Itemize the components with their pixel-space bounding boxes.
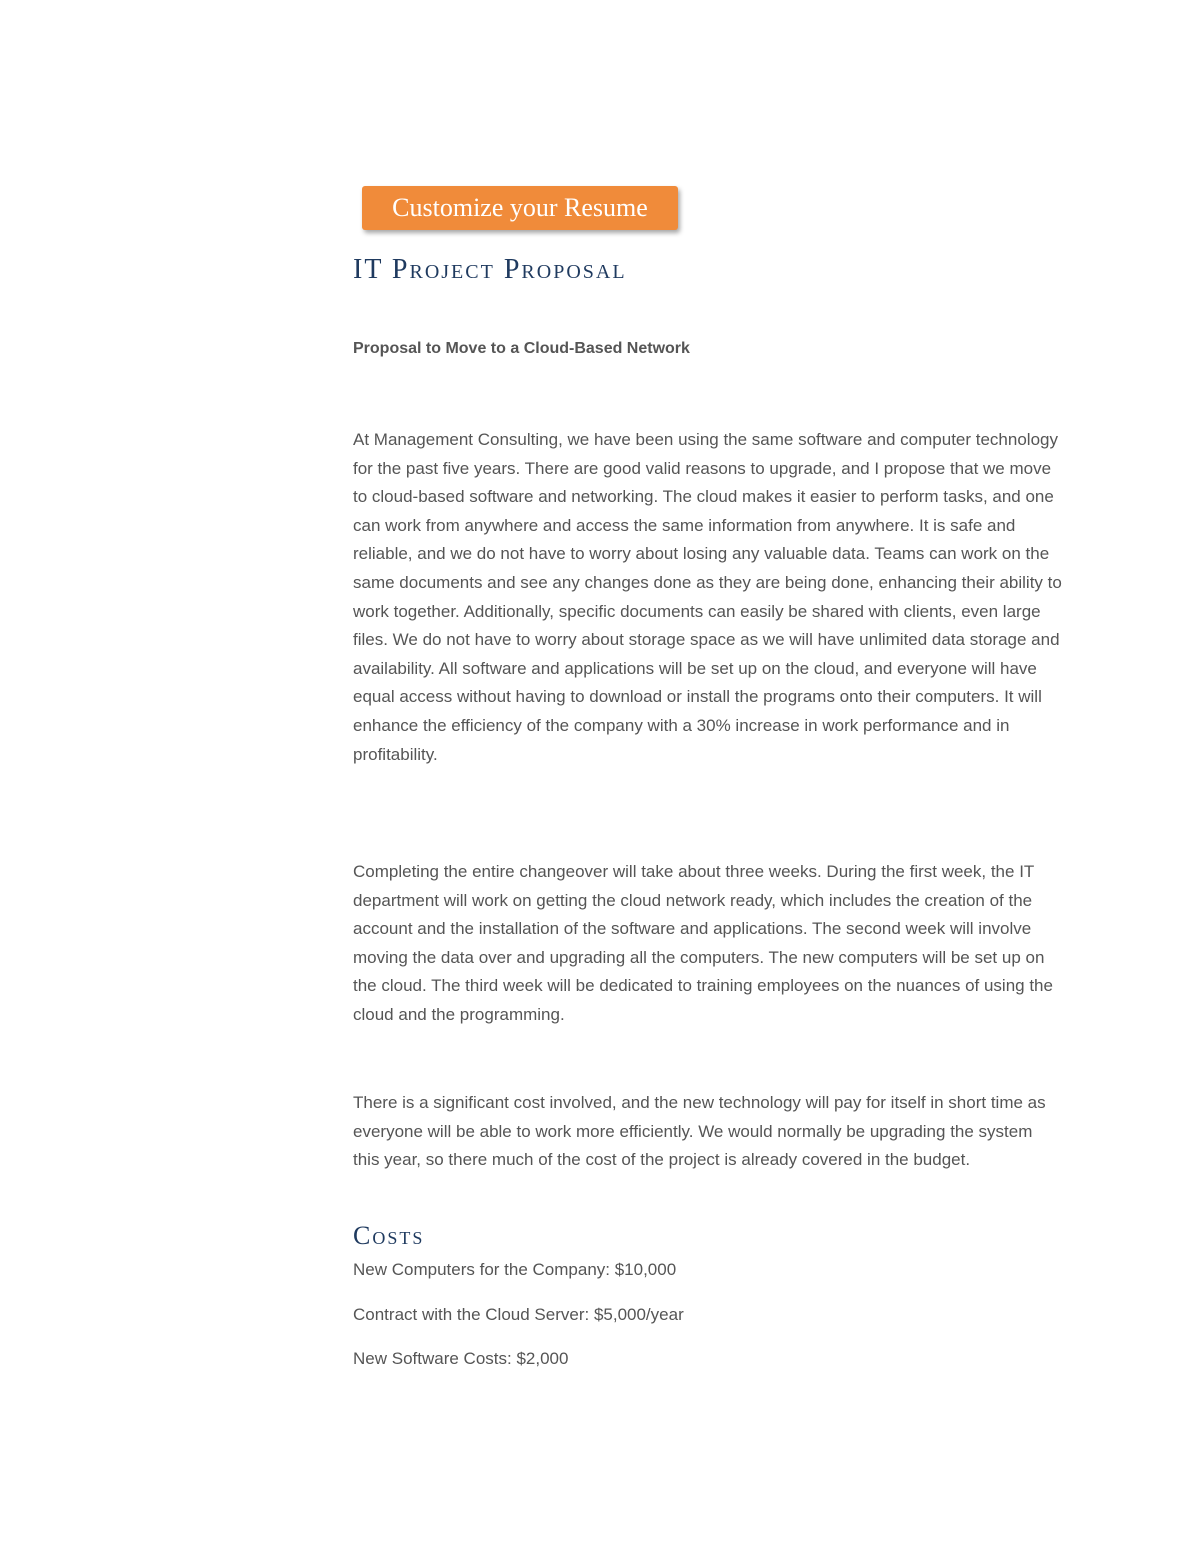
body-paragraph: At Management Consulting, we have been using the same software and computer technology for the past five years. There are good valid reasons to upgrade, and I propose that we move to cloud-based software and networking. The cloud makes it easier to perform tasks, and one can work from anywhere and access the same information from anywhere. It is safe and reliable, and we do not have to worry about losing any valuable data. Teams can work on the same documents and see any changes done as they are being done, enhancing their ability to work together. Additionally, specific documents can easily be shared with clients, even large files. We do not have to worry about storage space as we will have unlimited data storage and availability. All software and applications will be set up on the cloud, and everyone will have equal access without having to download or install the programs onto their computers. It will enhance the efficiency of the company with a 30% increase in work performance and in profitability. [353,430,1062,764]
cost-item: New Computers for the Company: $10,000 [353,1260,677,1279]
costs-heading: Costs [353,1221,425,1250]
cost-item: Contract with the Cloud Server: $5,000/year [353,1305,684,1324]
cost-item: New Software Costs: $2,000 [353,1349,569,1368]
body-paragraph: Completing the entire changeover will take about three weeks. During the first week, the IT department will work on getting the cloud network ready, which includes the creation of the account and the installation of the software and applications. The second week will involve moving the data over and upgrading all the computers. The new computers will be set up on the cloud. The third week will be dedicated to training employees on the nuances of using the cloud and the programming. [353,862,1053,1024]
document-subtitle: Proposal to Move to a Cloud-Based Network [353,340,690,357]
customize-resume-button[interactable]: Customize your Resume [362,186,678,230]
document-title: IT Project Proposal [353,254,627,285]
body-paragraph: There is a significant cost involved, and the new technology will pay for itself in short time as everyone will be able to work more efficiently. We would normally be upgrading the system this year, so there much of the cost of the project is already covered in the budget. [353,1093,1046,1170]
